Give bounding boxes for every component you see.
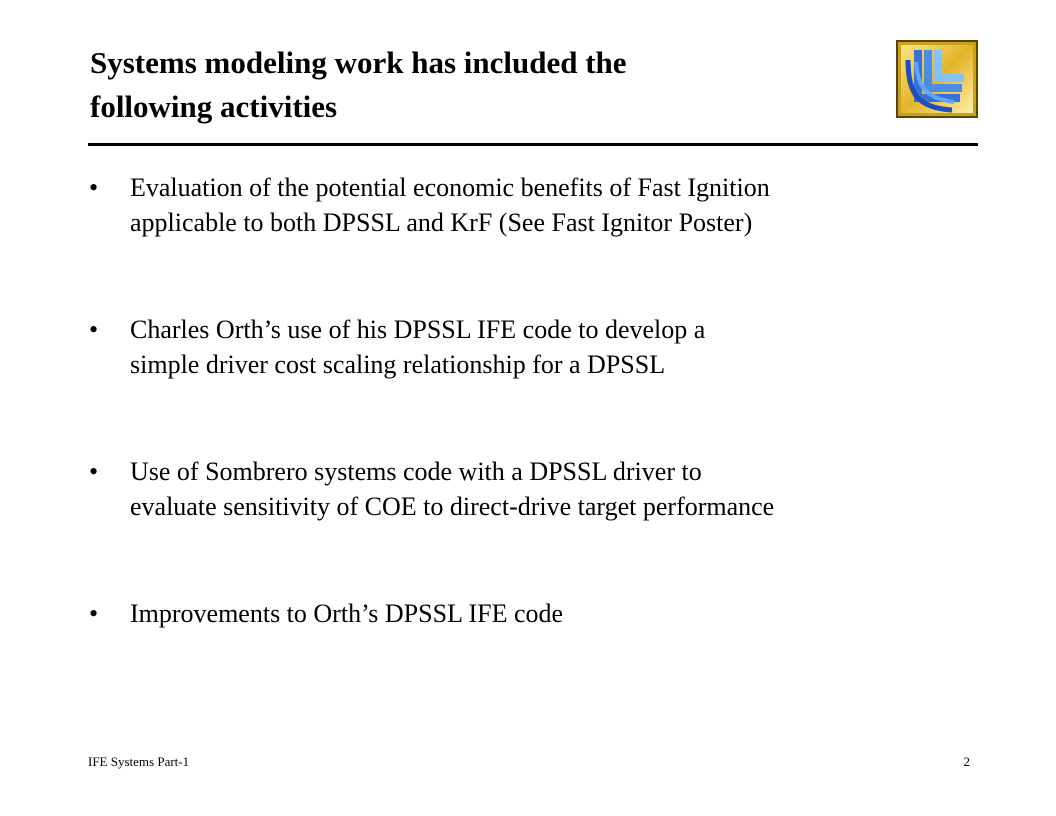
bullet-2-line-2: simple driver cost scaling relationship for a DPSSL bbox=[130, 350, 666, 379]
title-line-1: Systems modeling work has included the bbox=[90, 45, 627, 80]
bullet-4-line-1: Improvements to Orth’s DPSSL IFE code bbox=[130, 599, 564, 628]
title-divider bbox=[88, 143, 978, 146]
llnl-logo-icon bbox=[896, 40, 978, 118]
title-line-2: following activities bbox=[90, 89, 338, 124]
bullet-2-line-1: Charles Orth’s use of his DPSSL IFE code to develop a bbox=[130, 315, 706, 344]
bullet-glyph: • bbox=[89, 173, 99, 202]
bullet-1-line-1: Evaluation of the potential economic benefits of Fast Ignition bbox=[130, 173, 770, 202]
bullet-item-1 bbox=[88, 170, 988, 240]
bullet-glyph: • bbox=[89, 599, 99, 628]
footer-label: IFE Systems Part-1 bbox=[88, 754, 190, 769]
bullet-item-4 bbox=[88, 596, 988, 631]
page-number: 2 bbox=[963, 754, 970, 769]
bullet-item-2 bbox=[88, 312, 988, 382]
bullet-1-line-2: applicable to both DPSSL and KrF (See Fast Ignitor Poster) bbox=[130, 208, 753, 237]
bullet-list bbox=[88, 170, 988, 703]
bullet-3-line-1: Use of Sombrero systems code with a DPSSL driver to bbox=[130, 457, 702, 486]
bullet-glyph: • bbox=[89, 457, 99, 486]
bullet-3-line-2: evaluate sensitivity of COE to direct-drive target performance bbox=[130, 492, 775, 521]
bullet-glyph: • bbox=[89, 315, 99, 344]
bullet-item-3 bbox=[88, 454, 988, 524]
slide-title bbox=[90, 41, 850, 129]
